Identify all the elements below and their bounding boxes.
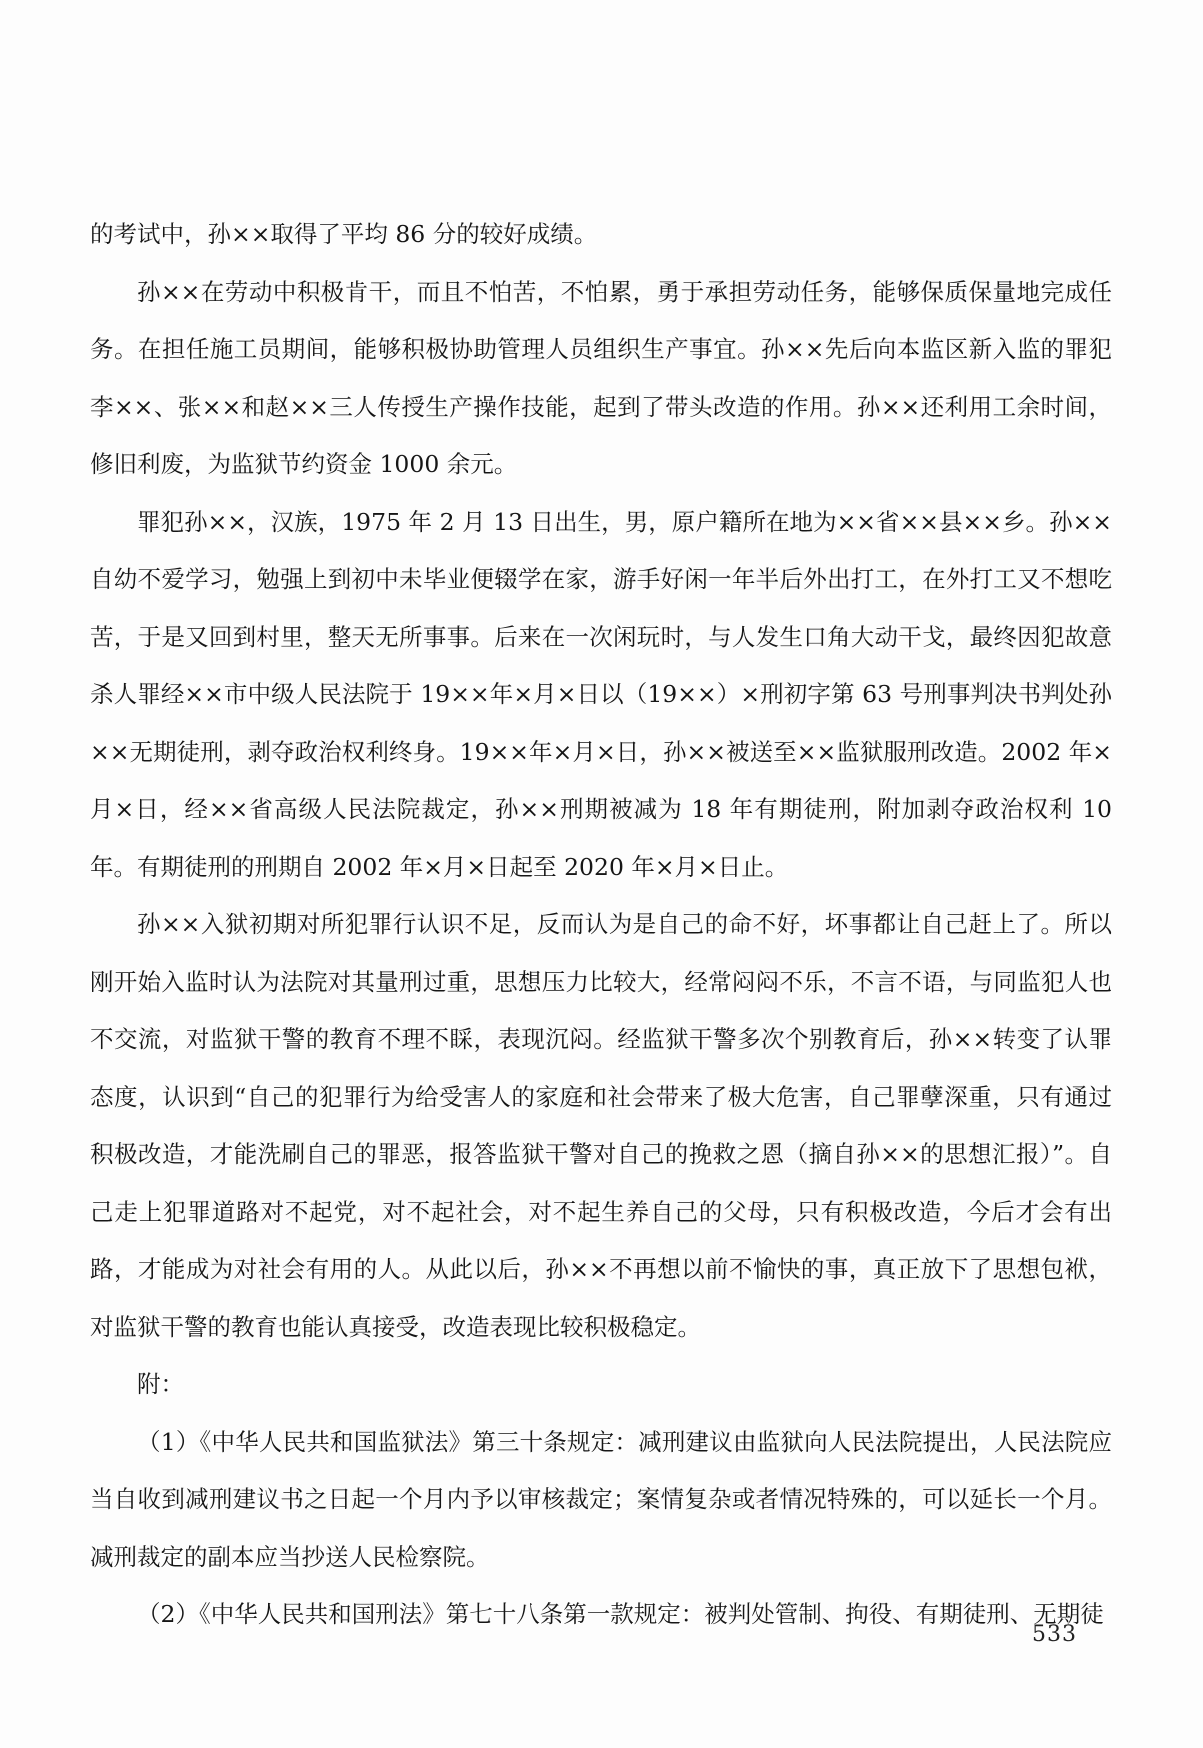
page-number: 533 xyxy=(1032,1622,1077,1647)
paragraph-continuation: 的考试中，孙××取得了平均 86 分的较好成绩。 xyxy=(90,220,598,248)
paragraph-criminal-background: 罪犯孙××，汉族，1975 年 2 月 13 日出生，男，原户籍所在地为××省××县××乡。孙××自幼不爱学习，勉强上到初中未毕业便辍学在家，游手好闲一年半后外出打工，在外打工又不想吃苦，于是又回到村里，整天无所事事。后来在一次闲玩时，与人发生口角大动干戈，最终因犯故意杀人罪经××市中级人民法院于 19××年×月×日以（19××）×刑初字第 63 号刑事判决书判处孙××无期徒刑，剥夺政治权利终身。19××年×月×日，孙××被送至××监狱服刑改造。2002 年×月×日，经××省高级人民法院裁定，孙××刑期被减为 18 年有期徒刑，附加剥夺政治权利 10 年。有期徒刑的刑期自 2002 年×月×日起至 2020 年×月×日止。 xyxy=(90,507,1112,881)
appendix-heading: 附： xyxy=(137,1370,184,1398)
body-text xyxy=(90,206,1112,1644)
paragraph-labor-performance: 孙××在劳动中积极肯干，而且不怕苦，不怕累，勇于承担劳动任务，能够保质保量地完成任务。在担任施工员期间，能够积极协助管理人员组织生产事宜。孙××先后向本监区新入监的罪犯李××、张××和赵××三人传授生产操作技能，起到了带头改造的作用。孙××还利用工余时间，修旧利废，为监狱节约资金 1000 余元。 xyxy=(90,277,1112,478)
appendix-item-2: （2）《中华人民共和国刑法》第七十八条第一款规定：被判处管制、拘役、有期徒刑、无期徒 xyxy=(137,1600,1104,1628)
appendix-item-1: （1）《中华人民共和国监狱法》第三十条规定：减刑建议由监狱向人民法院提出，人民法院应当自收到减刑建议书之日起一个月内予以审核裁定；案情复杂或者情况特殊的，可以延长一个月。减刑裁定的副本应当抄送人民检察院。 xyxy=(90,1427,1112,1571)
paragraph-attitude-change: 孙××入狱初期对所犯罪行认识不足，反而认为是自己的命不好，坏事都让自己赶上了。所以刚开始入监时认为法院对其量刑过重，思想压力比较大，经常闷闷不乐，不言不语，与同监犯人也不交流，对监狱干警的教育不理不睬，表现沉闷。经监狱干警多次个别教育后，孙××转变了认罪态度，认识到“自己的犯罪行为给受害人的家庭和社会带来了极大危害，自己罪孽深重，只有通过积极改造，才能洗刷自己的罪恶，报答监狱干警对自己的挽救之恩（摘自孙××的思想汇报）”。自己走上犯罪道路对不起党，对不起社会，对不起生养自己的父母，只有积极改造，今后才会有出路，才能成为对社会有用的人。从此以后，孙××不再想以前不愉快的事，真正放下了思想包袱，对监狱干警的教育也能认真接受，改造表现比较积极稳定。 xyxy=(90,910,1112,1341)
